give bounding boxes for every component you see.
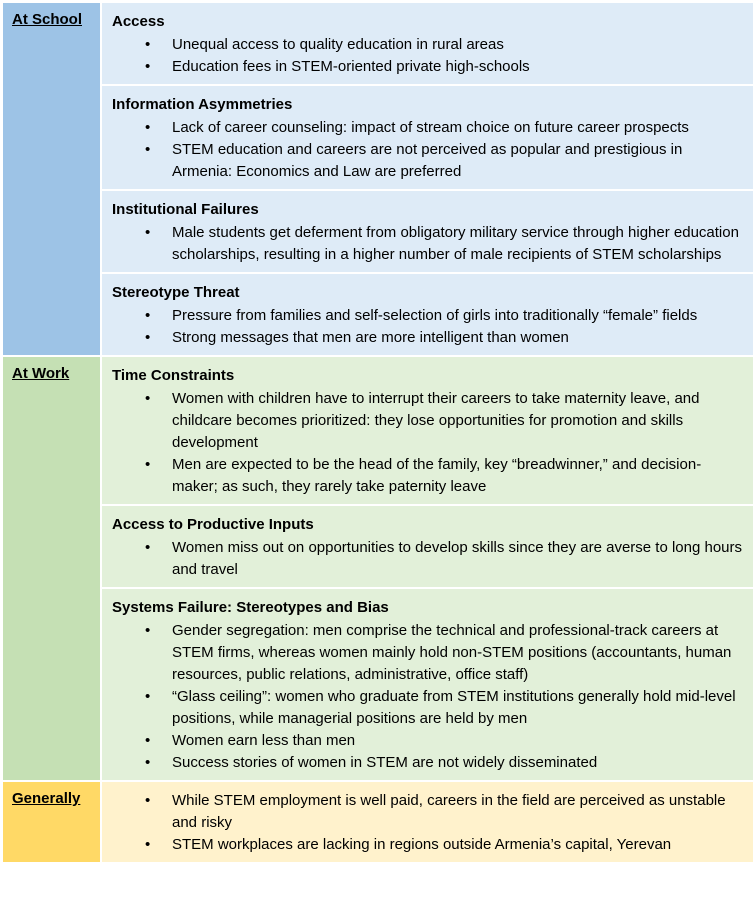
bullet-item: • Education fees in STEM-oriented private high-schools	[112, 56, 743, 78]
subsection-heading: Stereotype Threat	[112, 284, 240, 301]
bullet-item: • Men are expected to be the head of the family, key “breadwinner,” and decision-maker; as such, they rarely take paternity leave	[112, 454, 743, 498]
subsection-institutional-failures	[101, 190, 754, 273]
bullet-item: • Women with children have to interrupt their careers to take maternity leave, and childcare becomes prioritized: they lose opportunities for promotion and skills development	[112, 388, 743, 454]
subsection-heading: Access to Productive Inputs	[112, 516, 314, 533]
bullet-item: • Strong messages that men are more intelligent than women	[112, 327, 743, 349]
subsection-heading: Time Constraints	[112, 367, 235, 384]
school-row-access	[2, 2, 754, 85]
bullet-item: • Unequal access to quality education in rural areas	[112, 34, 743, 56]
subsection-access	[101, 2, 754, 85]
section-label-generally: Generally	[2, 781, 101, 863]
subsection-information-asymmetries	[101, 85, 754, 190]
work-row-time-constraints	[2, 356, 754, 505]
bullet-item: • Gender segregation: men comprise the technical and professional-track careers at STEM firms, whereas women mainly hold non-STEM positions (accountants, human resources, public relations, administrative, office staff)	[112, 620, 743, 686]
subsection-time-constraints	[101, 356, 754, 505]
bullet-item: • Pressure from families and self-selection of girls into traditionally “female” fields	[112, 305, 743, 327]
subsection-generally	[101, 781, 754, 863]
section-label-at-school: At School	[2, 2, 101, 356]
section-label-at-work: At Work	[2, 356, 101, 781]
bullet-item: • Success stories of women in STEM are not widely disseminated	[112, 752, 743, 774]
bullet-item: • Lack of career counseling: impact of stream choice on future career prospects	[112, 117, 743, 139]
bullet-item: • Women earn less than men	[112, 730, 743, 752]
bullet-item: • Women miss out on opportunities to develop skills since they are averse to long hours and travel	[112, 537, 743, 581]
bullet-item: • “Glass ceiling”: women who graduate from STEM institutions generally hold mid-level positions, while managerial positions are held by men	[112, 686, 743, 730]
work-row-systems-failure	[2, 588, 754, 781]
subsection-heading: Systems Failure: Stereotypes and Bias	[112, 599, 389, 616]
subsection-heading: Information Asymmetries	[112, 96, 293, 113]
barriers-table	[1, 1, 755, 864]
work-row-productive-inputs	[2, 505, 754, 588]
bullet-item: • STEM workplaces are lacking in regions outside Armenia’s capital, Yerevan	[112, 834, 743, 856]
bullet-item: • STEM education and careers are not perceived as popular and prestigious in Armenia: Economics and Law are preferred	[112, 139, 743, 183]
subsection-heading: Institutional Failures	[112, 201, 259, 218]
subsection-access-to-productive-inputs	[101, 505, 754, 588]
subsection-stereotype-threat	[101, 273, 754, 356]
subsection-heading: Access	[112, 13, 165, 30]
school-row-stereotype-threat	[2, 273, 754, 356]
bullet-item: • While STEM employment is well paid, careers in the field are perceived as unstable and risky	[112, 790, 743, 834]
general-row	[2, 781, 754, 863]
bullet-item: • Male students get deferment from obligatory military service through higher education scholarships, resulting in a higher number of male recipients of STEM scholarships	[112, 222, 743, 266]
school-row-information-asymmetries	[2, 85, 754, 190]
subsection-systems-failure	[101, 588, 754, 781]
school-row-institutional-failures	[2, 190, 754, 273]
